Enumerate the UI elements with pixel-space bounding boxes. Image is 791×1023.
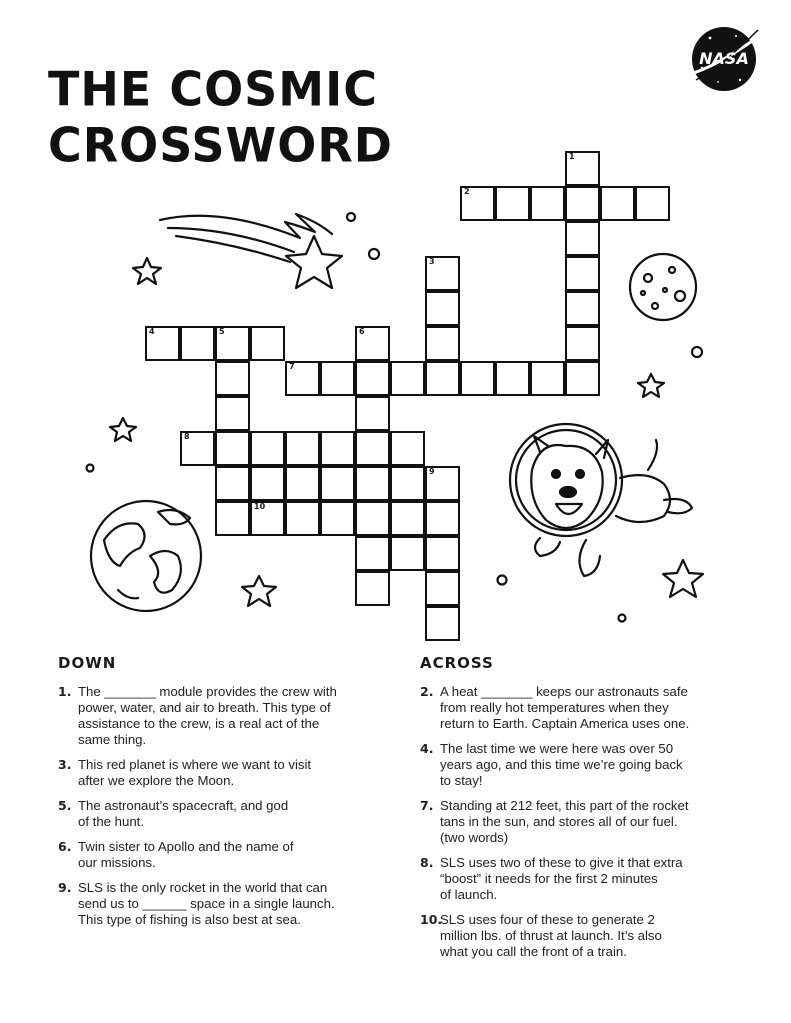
crossword-cell[interactable] xyxy=(215,431,250,466)
crossword-cell[interactable] xyxy=(565,256,600,291)
crossword-cell[interactable] xyxy=(425,571,460,606)
crossword-cell[interactable] xyxy=(320,431,355,466)
crossword-cell[interactable] xyxy=(355,431,390,466)
crossword-cell[interactable] xyxy=(460,361,495,396)
crossword-cell[interactable] xyxy=(285,361,320,396)
crossword-cell[interactable] xyxy=(390,501,425,536)
crossword-cell[interactable] xyxy=(390,431,425,466)
across-clue: 4. The last time we were here was over 50 years ago, and this time we’re going back to stay! xyxy=(420,741,683,788)
down-clue: 1. The _______ module provides the crew with power, water, and air to breath. This type of assistance to the crew, is a real act of the same thing. xyxy=(58,684,337,747)
crossword-cell[interactable] xyxy=(180,431,215,466)
crossword-cell[interactable] xyxy=(565,361,600,396)
crossword-cell[interactable] xyxy=(390,466,425,501)
down-heading: DOWN xyxy=(58,654,117,672)
crossword-cell[interactable] xyxy=(355,536,390,571)
down-clue: 9. SLS is the only rocket in the world that can send us to ______ space in a single launch. This type of fishing is also best at sea. xyxy=(58,880,335,927)
clue-number: 6 xyxy=(359,327,365,336)
crossword-cell[interactable] xyxy=(565,151,600,186)
crossword-cell[interactable] xyxy=(180,326,215,361)
crossword-cell[interactable] xyxy=(460,186,495,221)
crossword-cell[interactable] xyxy=(250,501,285,536)
clue-number: 7 xyxy=(289,362,295,371)
crossword-cell[interactable] xyxy=(425,256,460,291)
crossword-cell[interactable] xyxy=(355,361,390,396)
crossword-cell[interactable] xyxy=(320,501,355,536)
clue-number: 4 xyxy=(149,327,155,336)
crossword-cell[interactable] xyxy=(425,536,460,571)
clue-number: 10 xyxy=(254,502,266,511)
down-clue: 5. The astronaut’s spacecraft, and god of the hunt. xyxy=(58,798,289,829)
clue-number: 2 xyxy=(464,187,470,196)
crossword-cell[interactable] xyxy=(390,361,425,396)
clue-number: 8 xyxy=(184,432,190,441)
down-clue: 3. This red planet is where we want to visit after we explore the Moon. xyxy=(58,757,312,788)
crossword-cell[interactable] xyxy=(425,606,460,641)
crossword-cell[interactable] xyxy=(355,326,390,361)
crossword-cell[interactable] xyxy=(250,431,285,466)
across-clue: 2. A heat _______ keeps our astronauts safe from really hot temperatures when they return to Earth. Captain America uses one. xyxy=(420,684,690,731)
across-clue: 10. SLS uses four of these to generate 2 million lbs. of thrust at launch. It’s also what you call the front of a train. xyxy=(420,912,662,959)
crossword-cell[interactable] xyxy=(530,361,565,396)
crossword-cell[interactable] xyxy=(565,186,600,221)
nasa-logo-text: NASA xyxy=(699,49,749,68)
crossword-cell[interactable] xyxy=(565,221,600,256)
across-clue: 8. SLS uses two of these to give it that extra “boost” it needs for the first 2 minutes of launch. xyxy=(420,855,683,902)
across-clue-list xyxy=(420,684,760,969)
clue-number: 5 xyxy=(219,327,225,336)
crossword-cell[interactable] xyxy=(320,361,355,396)
clue-number: 3 xyxy=(429,257,435,266)
clue-number: 9 xyxy=(429,467,435,476)
crossword-cell[interactable] xyxy=(250,466,285,501)
crossword-cell[interactable] xyxy=(390,536,425,571)
page-title-line-2: CROSSWORD xyxy=(48,117,393,173)
down-clue: 6. Twin sister to Apollo and the name of our missions. xyxy=(58,839,294,870)
crossword-cell[interactable] xyxy=(285,501,320,536)
crossword-cell[interactable] xyxy=(285,466,320,501)
crossword-cell[interactable] xyxy=(530,186,565,221)
across-heading: ACROSS xyxy=(420,654,494,672)
down-clue-list xyxy=(58,684,388,937)
crossword-cell[interactable] xyxy=(425,291,460,326)
crossword-cell[interactable] xyxy=(215,326,250,361)
crossword-cell[interactable] xyxy=(495,186,530,221)
crossword-cell[interactable] xyxy=(250,326,285,361)
crossword-cell[interactable] xyxy=(495,361,530,396)
crossword-cell[interactable] xyxy=(215,466,250,501)
crossword-cell[interactable] xyxy=(145,326,180,361)
crossword-cell[interactable] xyxy=(565,291,600,326)
crossword-cell[interactable] xyxy=(635,186,670,221)
crossword-cell[interactable] xyxy=(425,326,460,361)
crossword-cell[interactable] xyxy=(320,466,355,501)
crossword-cell[interactable] xyxy=(355,396,390,431)
clue-number: 1 xyxy=(569,152,575,161)
crossword-cell[interactable] xyxy=(425,501,460,536)
crossword-cell[interactable] xyxy=(215,396,250,431)
page-title-line-1: THE COSMIC xyxy=(48,61,378,117)
crossword-cell[interactable] xyxy=(425,361,460,396)
crossword-cell[interactable] xyxy=(600,186,635,221)
crossword-cell[interactable] xyxy=(565,326,600,361)
crossword-cell[interactable] xyxy=(425,466,460,501)
crossword-cell[interactable] xyxy=(215,501,250,536)
crossword-cell[interactable] xyxy=(355,466,390,501)
crossword-cell[interactable] xyxy=(285,431,320,466)
across-clue: 7. Standing at 212 feet, this part of the rocket tans in the sun, and stores all of our fuel. (two words) xyxy=(420,798,689,845)
crossword-cell[interactable] xyxy=(355,571,390,606)
crossword-cell[interactable] xyxy=(355,501,390,536)
crossword-cell[interactable] xyxy=(215,361,250,396)
